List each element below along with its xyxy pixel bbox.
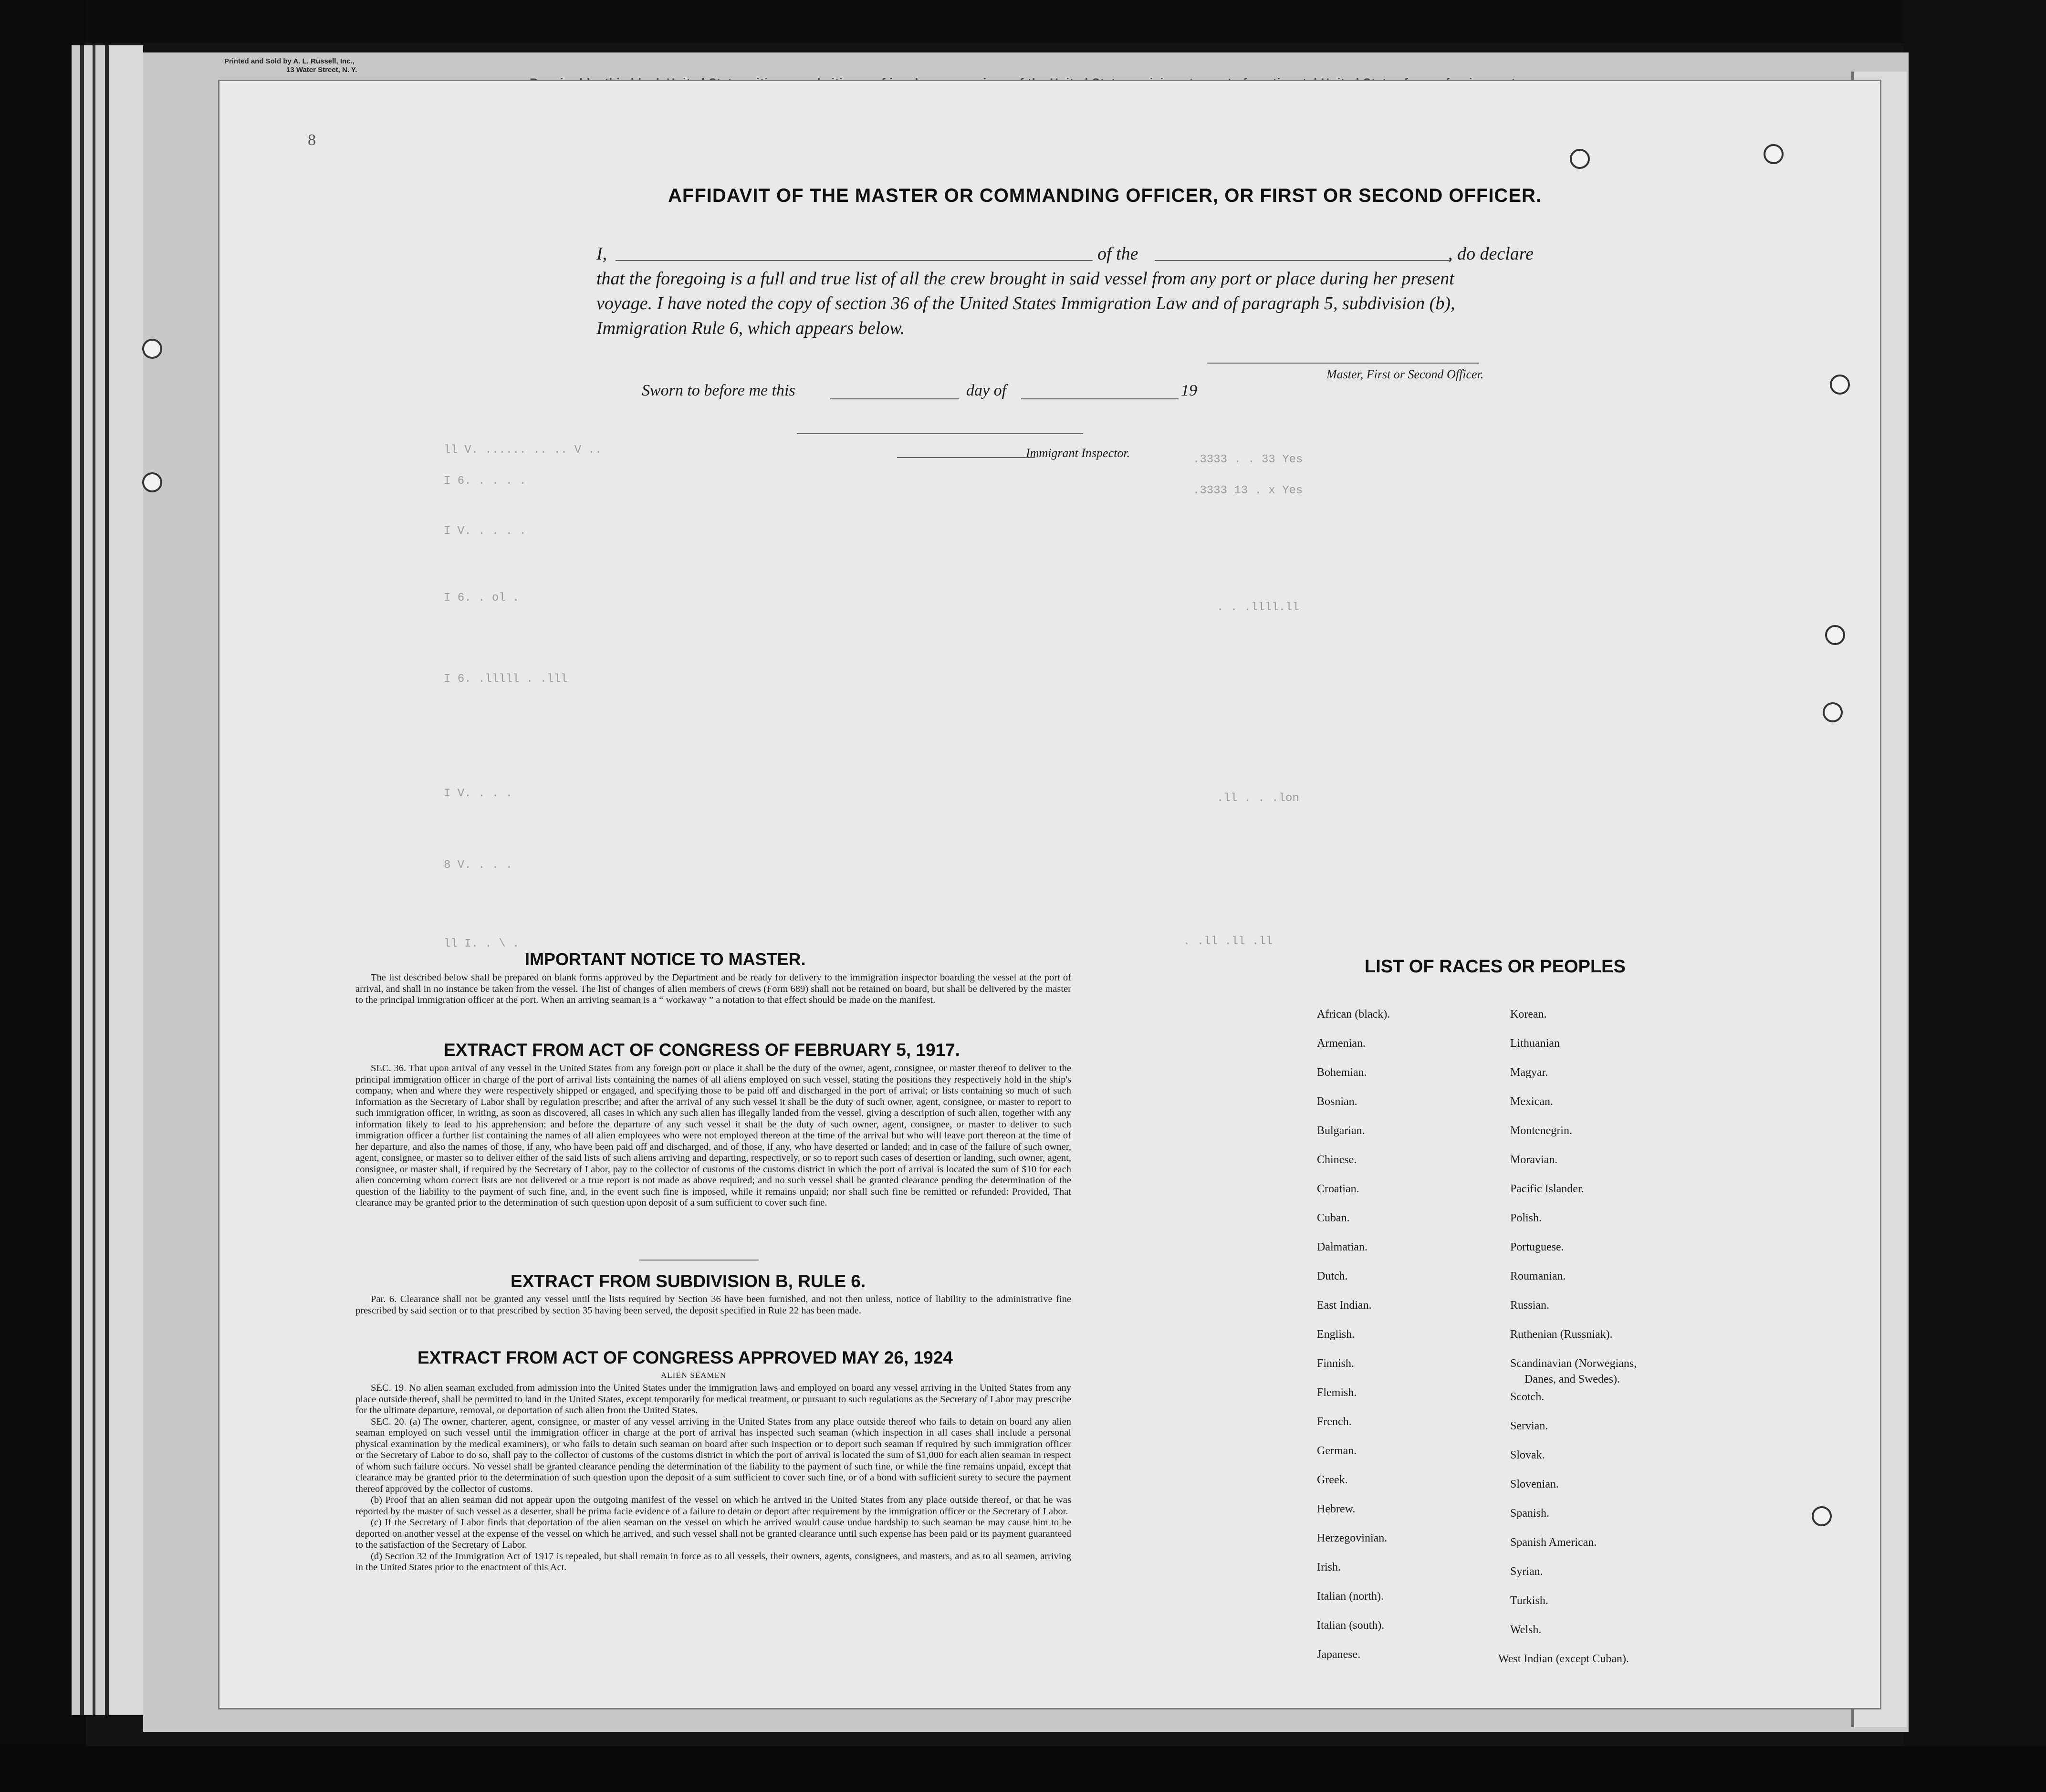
race-item: African (black). <box>1317 1008 1390 1021</box>
page-mark: 8 <box>308 131 316 149</box>
bleed-through-mark: .3333 . . 33 Yes <box>1193 453 1303 466</box>
extract-1924-sec20d: (d) Section 32 of the Immigration Act of 1917 is repealed, but shall remain in force as to all vessels, their owners, agents, consignees, and masters, and as to all seamen, arriving in the United States prior to the enactment of this Act. <box>355 1551 1071 1573</box>
punch-hole <box>1812 1506 1832 1526</box>
race-item: Italian (south). <box>1317 1619 1385 1632</box>
affidavit-declare-i: I, <box>596 244 607 264</box>
race-item: Japanese. <box>1317 1648 1361 1661</box>
name-blank-line <box>616 260 1093 261</box>
extract-1924-text <box>355 1383 1071 1573</box>
race-item: Moravian. <box>1510 1154 1558 1166</box>
race-item: East Indian. <box>1317 1299 1372 1312</box>
bleed-through-mark: I 6. .lllll . .lll <box>444 673 568 686</box>
punch-hole <box>1830 375 1850 395</box>
extract-1924-sec19: SEC. 19. No alien seaman excluded from admission into the United States under the immigration laws and employed on board any vessel arriving in the United States from any place outside thereof, shall be permitted to land in the United States, except temporarily for medical treatment, or pursuant to such regulations as the Secretary of Labor may prescribe for the ultimate departure, removal, or deportation of such alien from the United States. <box>355 1383 1071 1416</box>
affidavit-line-4: Immigration Rule 6, which appears below. <box>596 318 905 338</box>
race-item: Lithuanian <box>1510 1037 1560 1050</box>
sworn-text: Sworn to before me this <box>642 382 795 399</box>
bleed-through-mark: I V. . . . . <box>444 525 526 538</box>
separator-line <box>639 1260 759 1261</box>
printer-imprint <box>224 57 357 74</box>
race-item: Scandinavian (Norwegians, <box>1510 1357 1637 1370</box>
notice-title: IMPORTANT NOTICE TO MASTER. <box>525 949 806 969</box>
month-line <box>1021 398 1179 399</box>
race-item: Dalmatian. <box>1317 1241 1367 1253</box>
affidavit-of-the: of the <box>1097 244 1138 264</box>
race-item: Roumanian. <box>1510 1270 1566 1282</box>
race-item: Slovenian. <box>1510 1478 1559 1490</box>
affidavit-title: AFFIDAVIT OF THE MASTER OR COMMANDING OFFICER, OR FIRST OR SECOND OFFICER. <box>668 185 1542 206</box>
race-item: German. <box>1317 1445 1357 1457</box>
inspector-line <box>897 457 1035 458</box>
punch-hole <box>1764 144 1784 164</box>
notice-text <box>355 972 1071 1006</box>
race-item: English. <box>1317 1328 1355 1341</box>
race-item: Finnish. <box>1317 1357 1355 1370</box>
race-item: Bohemian. <box>1317 1066 1367 1079</box>
race-item: Flemish. <box>1317 1386 1357 1399</box>
race-item: Greek. <box>1317 1474 1348 1486</box>
printer-line-2: 13 Water Street, N. Y. <box>286 66 357 74</box>
race-item: Servian. <box>1510 1420 1548 1432</box>
vessel-blank-line <box>1155 260 1451 261</box>
punch-hole <box>142 472 162 492</box>
race-item: Bosnian. <box>1317 1095 1357 1108</box>
race-item: Armenian. <box>1317 1037 1366 1050</box>
extract-1917-text <box>355 1063 1071 1209</box>
race-item: West Indian (except Cuban). <box>1498 1653 1629 1665</box>
bleed-through-mark: ll I. . \ . <box>444 938 520 950</box>
stacked-page-edges <box>72 45 143 1715</box>
race-item: Slovak. <box>1510 1449 1545 1461</box>
race-item: Italian (north). <box>1317 1590 1384 1603</box>
punch-hole <box>1570 149 1590 169</box>
race-item: Russian. <box>1510 1299 1550 1312</box>
extract-1924-title: EXTRACT FROM ACT OF CONGRESS APPROVED MAY 26, 1924 <box>418 1348 953 1367</box>
race-item: French. <box>1317 1416 1352 1428</box>
bleed-through-mark: ll V. ...... .. .. V .. <box>444 444 602 457</box>
extract-1917-paragraph: SEC. 36. That upon arrival of any vessel in the United States from any foreign port or place it shall be the duty of the owner, agent, consignee, or master thereof to deliver to the principal immigration officer in charge of the port of arrival lists containing the names of all aliens employed on such vessel, stating the positions they respectively hold in the ship's company, when and where they were respectively shipped or engaged, and specifying those to be paid off and discharged in the port of arrival; or lists containing so much of such information as the Secretary of Labor shall by regulation prescribe; and after the arrival of any such vessel it shall be the duty of such owner, agent, consignee, or master to report to such immigration officer, in writing, as soon as discovered, all cases in which any such alien has illegally landed from the vessel, giving a description of such alien, together with any information likely to lead to his apprehension; and before the departure of any such vessel it shall be the duty of such owner, agent, consignee, or master to deliver to such immigration officer a further list containing the names of all alien employees who were not employed thereon at the time of the arrival but who will leave port thereon at the time of her departure, and also the names of those, if any, who have been paid off and discharged, and of those, if any, who have deserted or landed; and in case of the failure of such owner, agent, consignee, or master so to deliver either of the said lists of such aliens arriving and departing, respectively, or so to report such cases of desertion or landing, such owner, agent, consignee, or master shall, if required by the Secretary of Labor, pay to the collector of customs of the customs district in which the port of arrival is located the sum of $10 for each alien concerning whom correct lists are not delivered or a true report is not made as above required; and no such vessel shall be granted clearance pending the determination of the question of the liability to the payment of such fine, and, in the event such fine is imposed, while it remains unpaid; nor shall such fine be remitted or refunded: Provided, That clearance may be granted prior to the determination of such question upon deposit of a sum sufficient to cover such fine. <box>355 1063 1071 1208</box>
race-item: Croatian. <box>1317 1183 1359 1195</box>
scanner-frame-top <box>0 0 2046 43</box>
inspector-label: Immigrant Inspector. <box>1026 446 1130 460</box>
race-item: Portuguese. <box>1510 1241 1564 1253</box>
bleed-through-mark: I 6. . ol . <box>444 592 520 604</box>
signature-title: Master, First or Second Officer. <box>1326 367 1484 381</box>
race-item: Herzegovinian. <box>1317 1532 1388 1544</box>
race-item: Polish. <box>1510 1212 1542 1224</box>
day-of-text: day of <box>966 382 1007 399</box>
extract-rule6-paragraph: Par. 6. Clearance shall not be granted any vessel until the lists required by Section 36 have been furnished, and not then unless, notice of liability to the administrative fine prescribed by said section or to that prescribed by section 35 having been served, the deposit specified in Rule 22 has been made. <box>355 1294 1071 1316</box>
extract-rule6-text <box>355 1294 1071 1316</box>
race-item: Mexican. <box>1510 1095 1553 1108</box>
sworn-day-line <box>830 398 959 399</box>
affidavit-line-3: voyage. I have noted the copy of section 36 of the United States Immigration Law and of paragraph 5, subdivision (b), <box>596 293 1455 313</box>
extract-1924-sec20a: SEC. 20. (a) The owner, charterer, agent, consignee, or master of any vessel arriving in the United States from any place outside thereof who fails to detain on board any alien seaman employed on such vessel until the immigration officer in charge at the port of arrival has inspected such seaman (which inspection in all cases shall include a personal physical examination by the medical examiners), or who fails to detain such seaman on board after such inspection or to deport such seaman if required by such immigration officer or the Secretary of Labor to do so, shall pay to the collector of customs of the customs district in which the port of arrival is located the sum of $1,000 for each alien seaman in respect of whom such failure occurs. No vessel shall be granted clearance pending the determination of the liability to the payment of such fine, or while the fine remains unpaid, except that clearance may be granted prior to the determination of such question upon the deposit of a sum sufficient to cover such fine, or of a bond with sufficient surety to secure the payment thereof approved by the collector of customs. <box>355 1416 1071 1494</box>
race-item: Danes, and Swedes). <box>1524 1373 1620 1386</box>
printer-line-1: Printed and Sold by A. L. Russell, Inc., <box>224 57 355 65</box>
race-item: Pacific Islander. <box>1510 1183 1584 1195</box>
race-item: Magyar. <box>1510 1066 1548 1079</box>
race-item: Cuban. <box>1317 1212 1350 1224</box>
race-item: Scotch. <box>1510 1391 1545 1403</box>
race-item: Spanish American. <box>1510 1536 1597 1549</box>
signature-line <box>1207 363 1479 364</box>
punch-hole <box>142 339 162 359</box>
race-item: Hebrew. <box>1317 1503 1356 1515</box>
year-prefix: 19 <box>1181 382 1197 399</box>
race-item: Spanish. <box>1510 1507 1550 1520</box>
bleed-through-mark: I 6. . . . . <box>444 475 526 488</box>
bleed-through-mark: . .ll .ll .ll <box>1183 935 1273 948</box>
scanner-frame-right <box>1904 0 2046 1792</box>
race-item: Korean. <box>1510 1008 1547 1021</box>
extract-rule6-title: EXTRACT FROM SUBDIVISION B, RULE 6. <box>511 1271 866 1291</box>
extract-1924-subtitle: ALIEN SEAMEN <box>661 1371 727 1380</box>
punch-hole <box>1825 625 1845 645</box>
race-item: Chinese. <box>1317 1154 1357 1166</box>
affidavit-do-declare: , do declare <box>1448 244 1534 264</box>
notice-paragraph: The list described below shall be prepared on blank forms approved by the Department and be ready for delivery to the immigration inspector boarding the vessel at the port of arrival, and shall in no instance be taken from the vessel. The list of changes of alien members of crews (Form 689) shall not be retained on board, but shall be delivered by the master to the principal immigration officer at the port. When an arriving seaman is a “ workaway ” a notation to that effect should be made on the manifest. <box>355 972 1071 1005</box>
races-title: LIST OF RACES OR PEOPLES <box>1365 957 1626 977</box>
bleed-through-mark: .3333 13 . x Yes <box>1193 484 1303 497</box>
bleed-through-mark: . . .llll.ll <box>1217 601 1299 614</box>
race-item: Turkish. <box>1510 1594 1548 1607</box>
race-item: Ruthenian (Russniak). <box>1510 1328 1613 1341</box>
race-item: Dutch. <box>1317 1270 1348 1282</box>
extract-1917-title: EXTRACT FROM ACT OF CONGRESS OF FEBRUARY 5, 1917. <box>444 1040 960 1060</box>
race-item: Syrian. <box>1510 1565 1543 1578</box>
race-item: Montenegrin. <box>1510 1125 1572 1137</box>
bleed-through-mark: .ll . . .lon <box>1217 792 1299 805</box>
race-item: Bulgarian. <box>1317 1125 1365 1137</box>
extract-1924-sec20c: (c) If the Secretary of Labor finds that deportation of the alien seaman on the vessel on which he arrived would cause undue hardship to such seaman he may cause him to be deported on another vessel at the expense of the vessel on which he arrived, and such vessel shall not be granted clearance until such expense has been paid or its payment guaranteed to the satisfaction of the Secretary of Labor. <box>355 1517 1071 1550</box>
affidavit-line-2: that the foregoing is a full and true list of all the crew brought in said vessel from any port or place during her present <box>596 269 1454 289</box>
punch-hole <box>1823 702 1843 722</box>
extract-1924-sec20b: (b) Proof that an alien seaman did not appear upon the outgoing manifest of the vessel on which he arrived in the United States from any place outside thereof, or that he was reported by the master of such vessel as a deserter, shall be prima facie evidence of a failure to detain or deport after requirement by the immigration officer or the Secretary of Labor. <box>355 1495 1071 1517</box>
inspector-line-upper <box>797 433 1083 434</box>
bleed-through-mark: I V. . . . <box>444 787 513 800</box>
race-item: Irish. <box>1317 1561 1341 1573</box>
scanner-frame-bottom <box>0 1746 2046 1792</box>
bleed-through-mark: 8 V. . . . <box>444 859 513 872</box>
race-item: Welsh. <box>1510 1624 1542 1636</box>
